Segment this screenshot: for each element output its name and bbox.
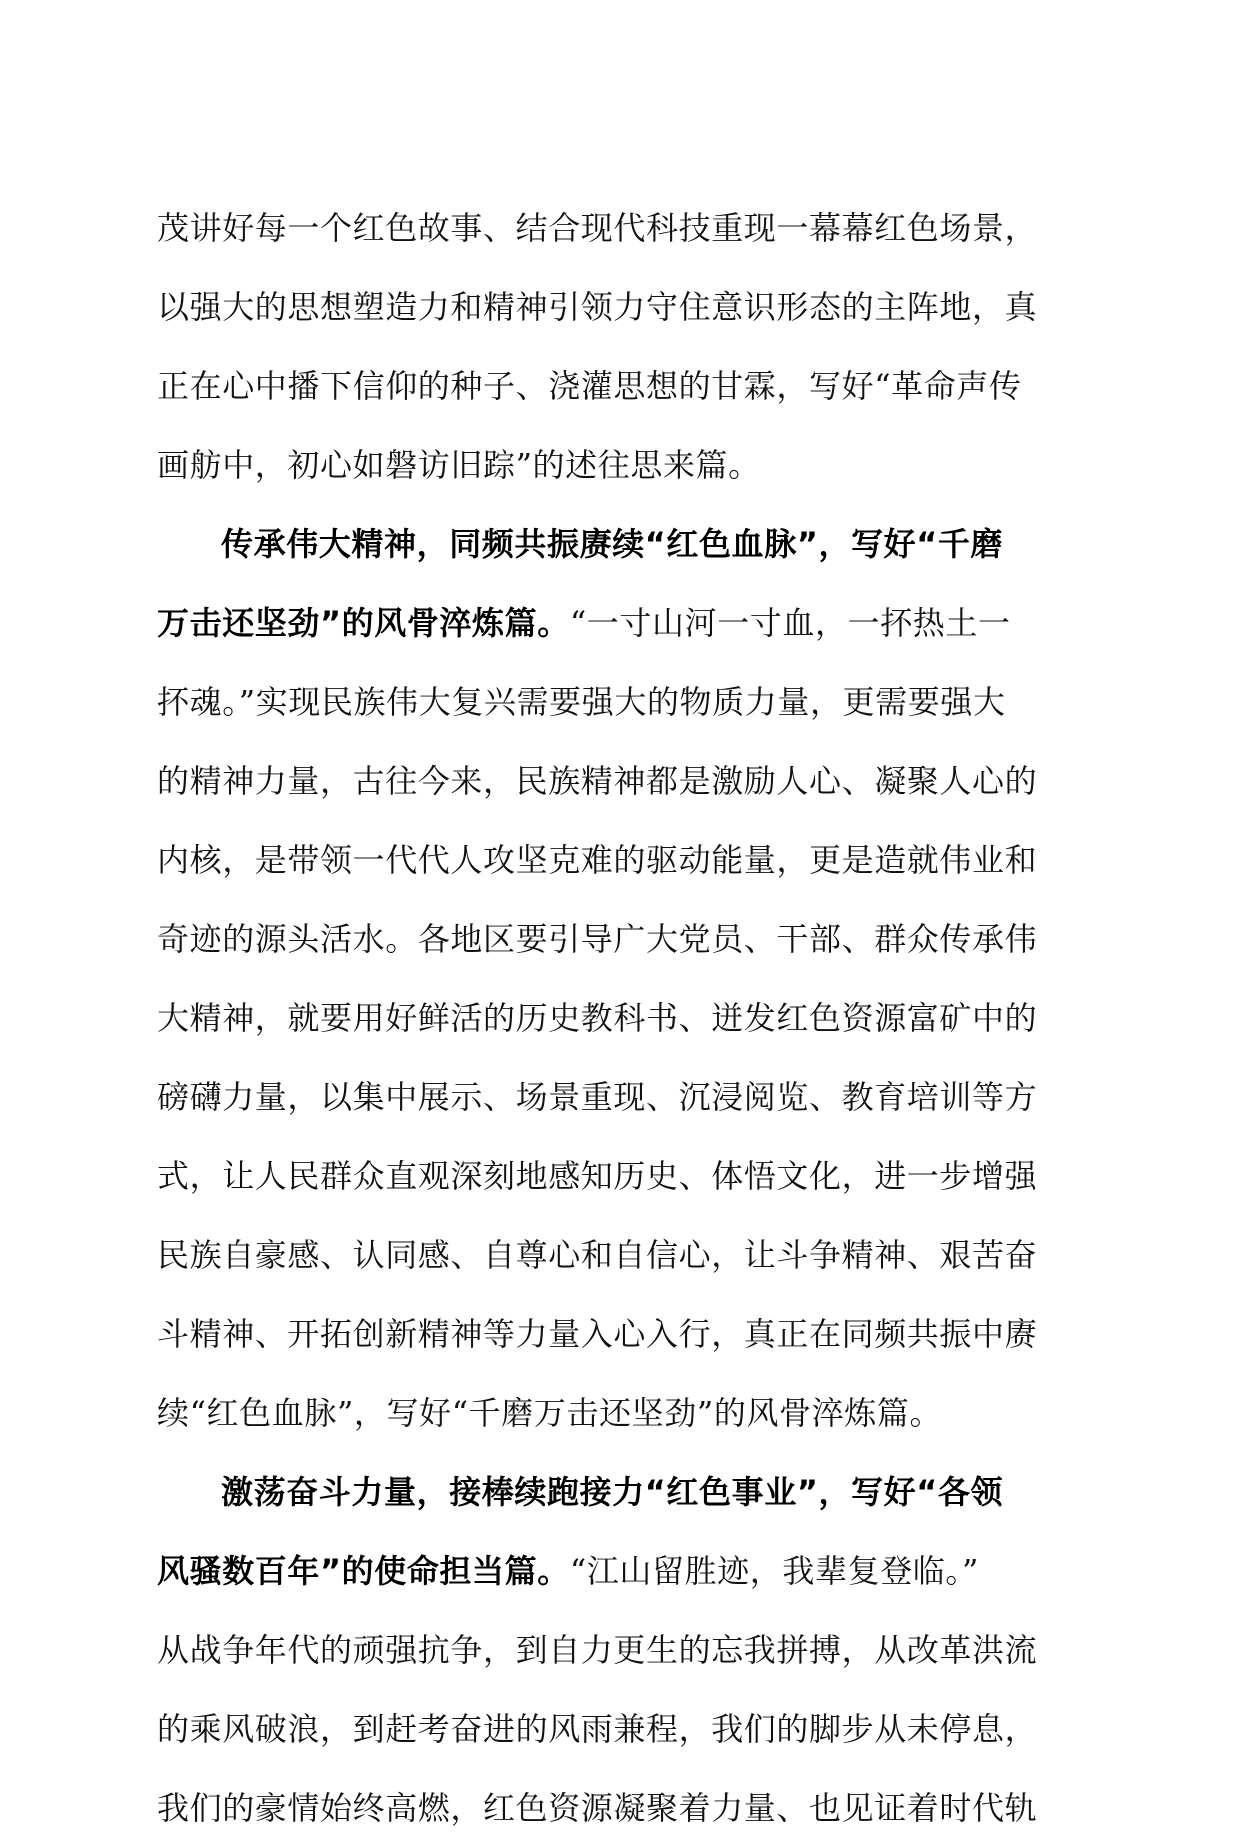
paragraph-3-heading: 激荡奋斗力量，接棒续跑接力“红色事业”，写好“各领 (221, 1473, 1004, 1511)
paragraph-2-heading: 传承伟大精神，同频共振赓续“红色血脉”，写好“千磨 (221, 525, 1004, 563)
paragraph-1-line: 正在心中播下信仰的种子、浇灌思想的甘霖，写好“革命声传 (157, 367, 1022, 405)
paragraph-3-line: 从战争年代的顽强抗争，到自力更生的忘我拼搏，从改革洪流 (157, 1631, 1038, 1669)
paragraph-2-line: 磅礴力量，以集中展示、场景重现、沉浸阅览、教育培训等方 (157, 1078, 1038, 1116)
paragraph-3-line: 的乘风破浪，到赶考奋进的风雨兼程，我们的脚步从未停息， (157, 1710, 1038, 1748)
paragraph-2-line: 的精神力量，古往今来，民族精神都是激励人心、凝聚人心的 (157, 762, 1038, 800)
paragraph-1-line: 画舫中，初心如磐访旧踪”的述往思来篇。 (157, 446, 761, 484)
paragraph-2-line: 续“红色血脉”，写好“千磨万击还坚劲”的风骨淬炼篇。 (157, 1394, 943, 1432)
paragraph-2-line: 民族自豪感、认同感、自尊心和自信心，让斗争精神、艰苦奋 (157, 1236, 1038, 1274)
paragraph-2-quote-start: “一寸山河一寸血，一抔热土一 (569, 604, 1011, 642)
document-body (157, 189, 1087, 1848)
paragraph-2-line: 大精神，就要用好鲜活的历史教科书、迸发红色资源富矿中的 (157, 999, 1038, 1037)
paragraph-1-line: 茂讲好每一个红色故事、结合现代科技重现一幕幕红色场景， (157, 209, 1038, 247)
paragraph-3-quote: “江山留胜迹，我辈复登临。” (569, 1552, 979, 1590)
paragraph-2-line: 内核，是带领一代代人攻坚克难的驱动能量，更是造就伟业和 (157, 841, 1038, 879)
paragraph-2-line: 斗精神、开拓创新精神等力量入心入行，真正在同频共振中赓 (157, 1315, 1038, 1353)
paragraph-2-line: 奇迹的源头活水。各地区要引导广大党员、干部、群众传承伟 (157, 920, 1038, 958)
paragraph-3-line: 我们的豪情始终高燃，红色资源凝聚着力量、也见证着时代轨 (157, 1789, 1038, 1827)
paragraph-1-line: 以强大的思想塑造力和精神引领力守住意识形态的主阵地，真 (157, 288, 1038, 326)
paragraph-2-line: 抔魂。”实现民族伟大复兴需要强大的物质力量，更需要强大 (157, 683, 1006, 721)
paragraph-2-line: 式，让人民群众直观深刻地感知历史、体悟文化，进一步增强 (157, 1157, 1038, 1195)
paragraph-2-heading-end: 万击还坚劲”的风骨淬炼篇。 (157, 604, 570, 642)
paragraph-3-heading-end: 风骚数百年”的使命担当篇。 (157, 1552, 570, 1590)
paragraph-3-heading-line-2 (157, 1532, 1087, 1611)
paragraph-2-heading-line-2 (157, 584, 1087, 663)
